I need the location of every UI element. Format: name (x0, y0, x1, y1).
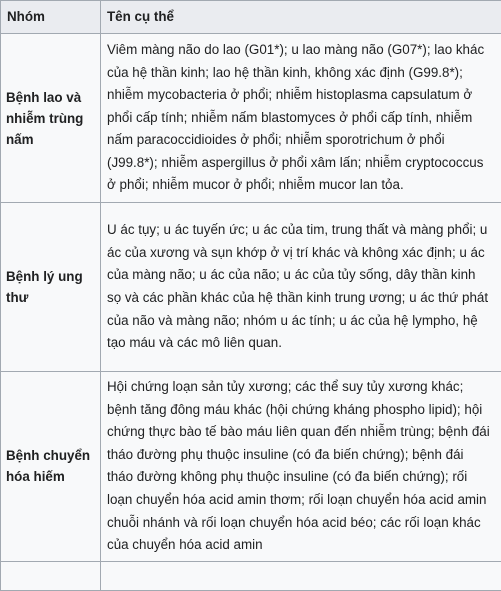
content-cell (101, 561, 501, 590)
table-header-row (1, 1, 501, 34)
header-specific-name: Tên cụ thể (101, 1, 501, 34)
table-row (1, 561, 501, 590)
table-row (1, 372, 501, 562)
group-cell: Bệnh chuyển hóa hiếm (1, 372, 101, 562)
content-cell: Viêm màng não do lao (G01*); u lao màng não (G07*); lao khác của hệ thần kinh; lao hệ thần kinh, không xác định (G99.8*); nhiễm mycobacteria ở phổi; nhiễm histoplasma capsulatum ở phổi cấp tính; nhiễm nấm blastomyces ở phổi cấp tính, nhiễm nấm paracoccidioides ở phổi; nhiễm sporotrichum ở phổi (J99.8*); nhiễm aspergillus ở phổi xâm lấn; nhiễm cryptococcus ở phổi; nhiễm mucor ở phổi; nhiễm mucor lan tỏa. (101, 34, 501, 203)
table-row (1, 34, 501, 203)
content-cell: Hội chứng loạn sản tủy xương; các thể suy tủy xương khác; bệnh tăng đông máu khác (hội chứng kháng phospho lipid); hội chứng thực bào tế bào máu liên quan đến nhiễm trùng; bệnh đái tháo đường phụ thuộc insuline (có đa biến chứng); bệnh đái tháo đường không phụ thuộc insuline (có đa biến chứng); rối loạn chuyển hóa acid amin thơm; rối loạn chuyển hóa acid amin chuỗi nhánh và rối loạn chuyển hóa acid béo; các rối loạn khác của chuyển hóa acid amin (101, 372, 501, 562)
group-cell: Bệnh lao và nhiễm trùng nấm (1, 34, 101, 203)
group-cell: Bệnh lý ung thư (1, 203, 101, 372)
table-row (1, 203, 501, 372)
header-group: Nhóm (1, 1, 101, 34)
group-cell (1, 561, 101, 590)
content-cell: U ác tụy; u ác tuyến ức; u ác của tim, trung thất và màng phổi; u ác của xương và sụn khớp ở vị trí khác và không xác định; u ác của màng não; u ác của não; u ác của tủy sống, dây thần kinh sọ và các phần khác của hệ thần kinh trung ương; u ác thứ phát của não và màng não; nhóm u ác tính; u ác của hệ lympho, hệ tạo máu và các mô liên quan. (101, 203, 501, 372)
